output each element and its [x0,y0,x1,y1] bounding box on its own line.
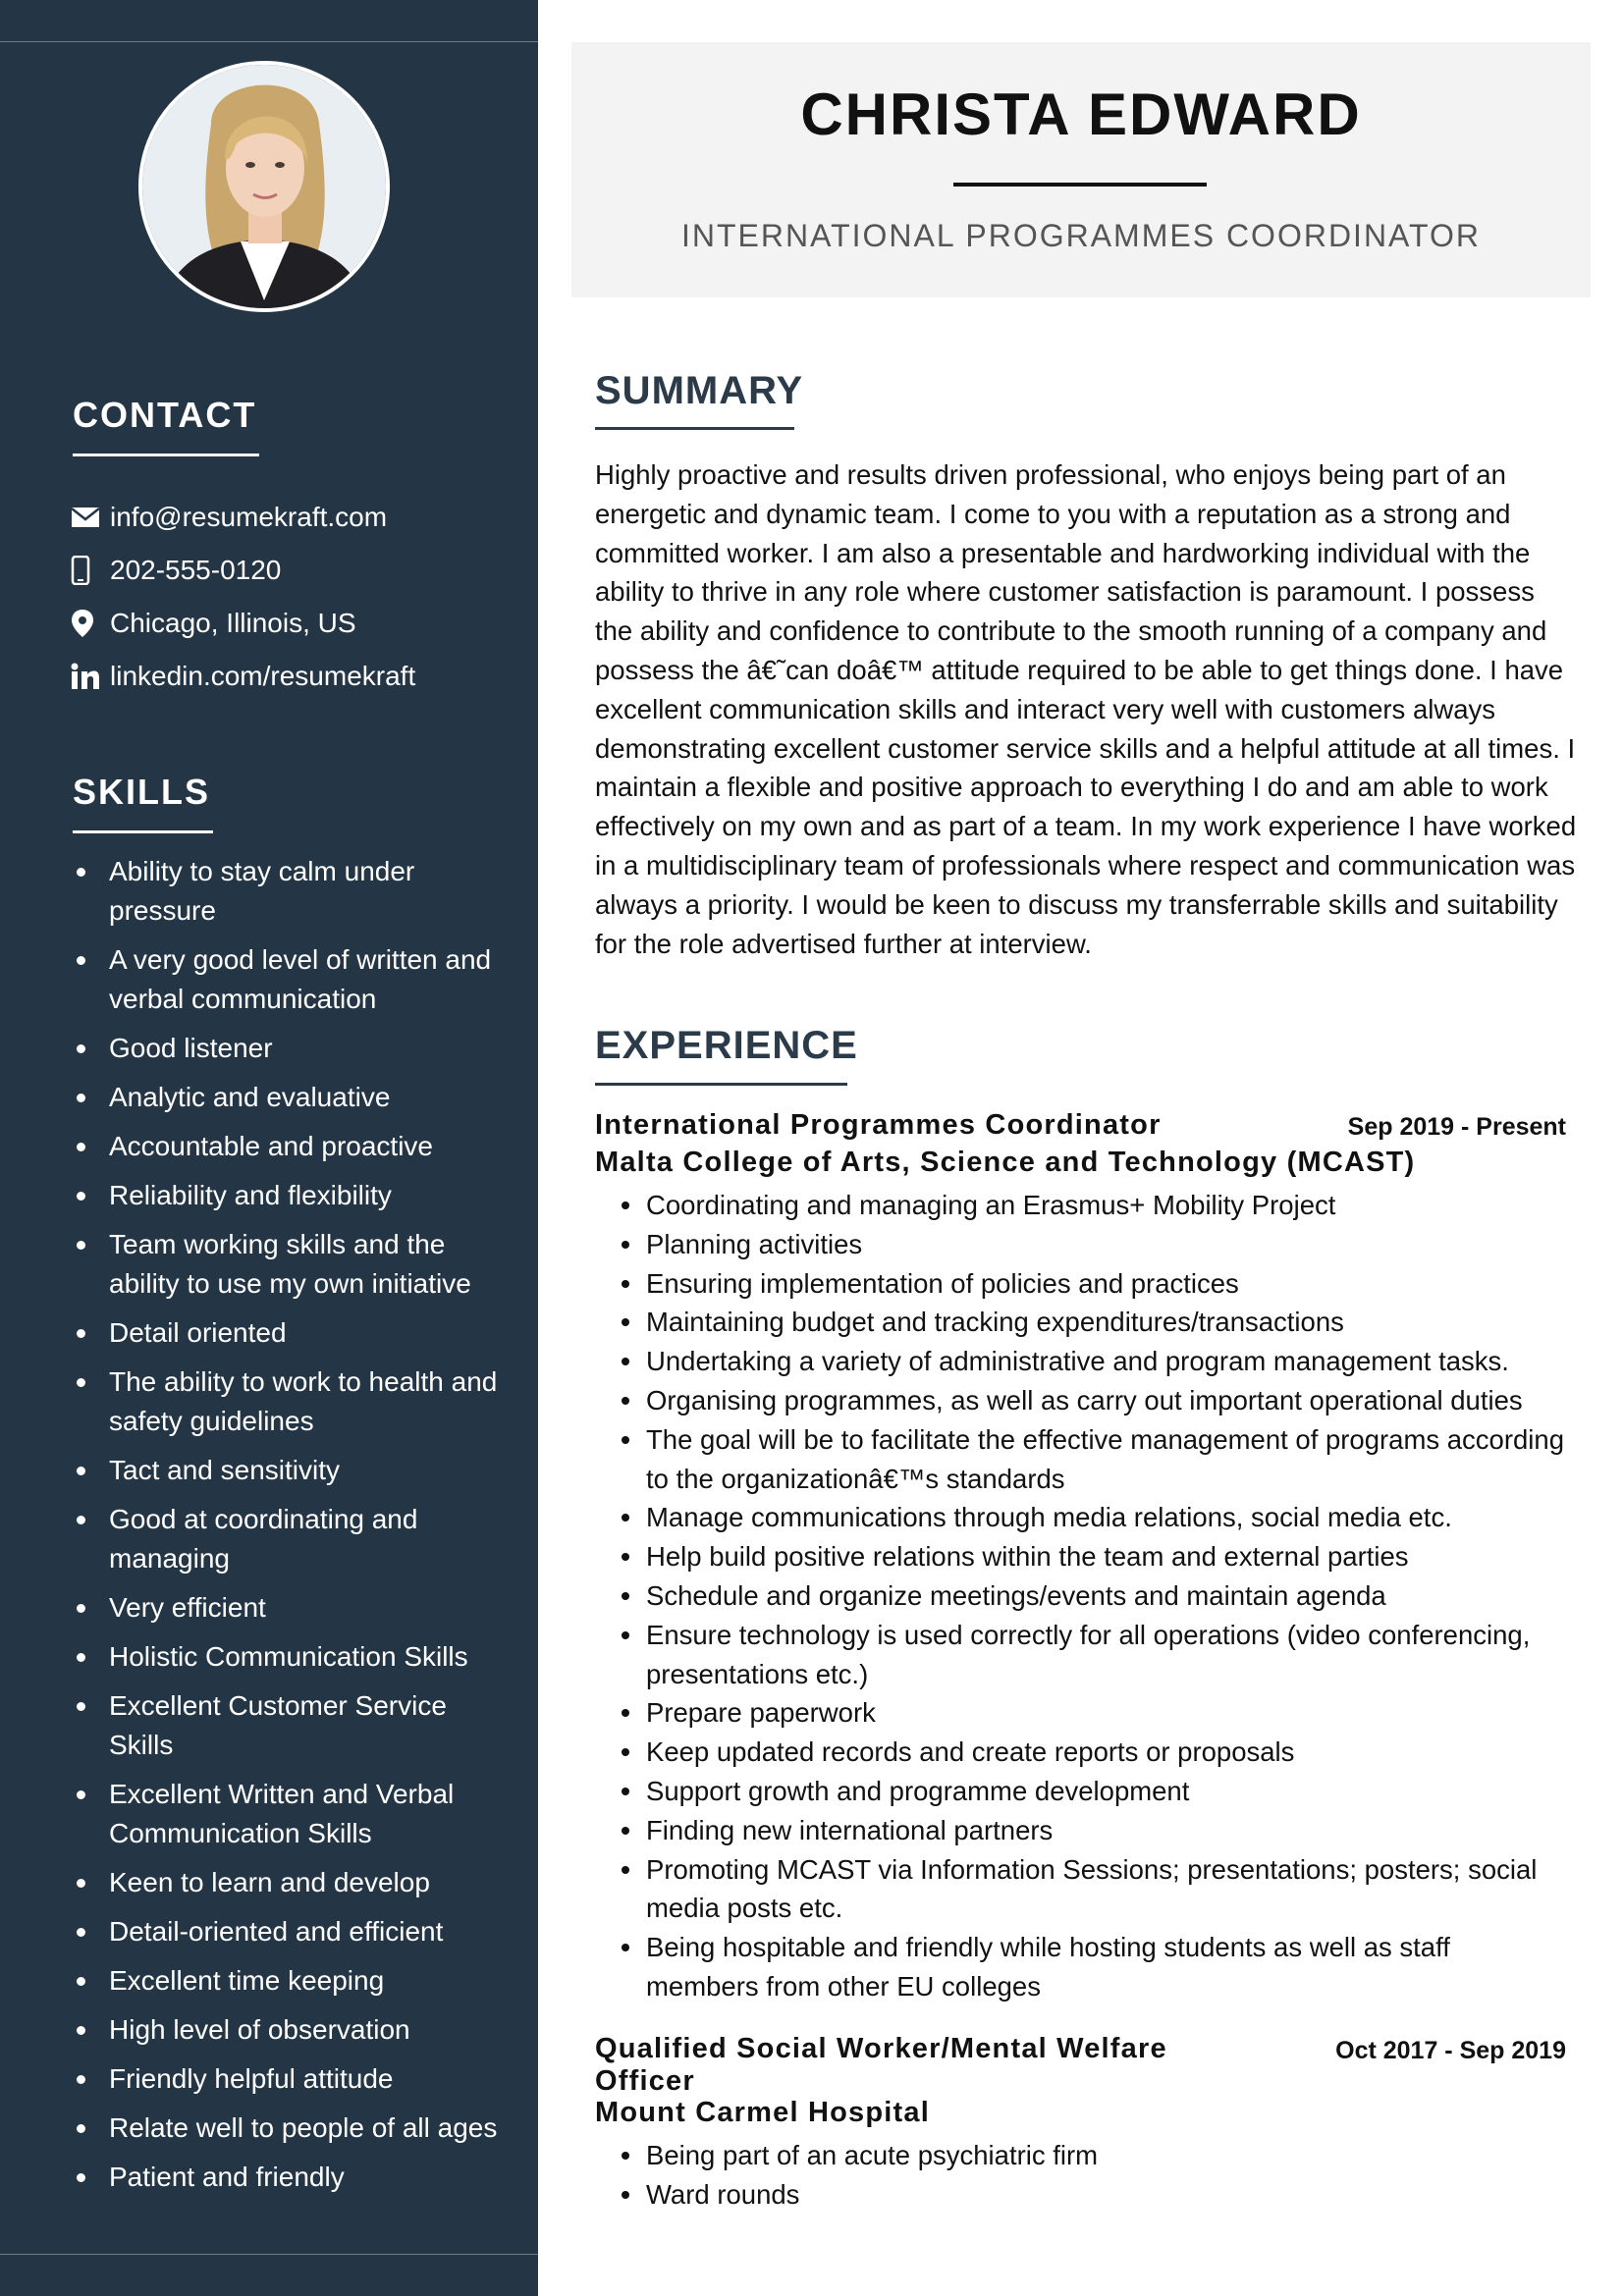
skill-item: Excellent Customer Service Skills [73,1686,505,1765]
duty-item: The goal will be to facilitate the effective management of programs according to the organizationâ€™s standards [599,1420,1566,1499]
contact-phone[interactable] [71,544,415,597]
job-title: International Programmes Coordinator [595,1109,1162,1141]
skill-item: Team working skills and the ability to use my own initiative [73,1225,505,1304]
job-company: Mount Carmel Hospital [595,2097,930,2128]
job-dates: Oct 2017 - Sep 2019 [1335,2037,1566,2064]
skill-item: Good listener [73,1029,505,1068]
duty-item: Organising programmes, as well as carry out important operational duties [599,1381,1566,1420]
candidate-role: INTERNATIONAL PROGRAMMES COORDINATOR [681,218,1481,253]
duty-item: Being hospitable and friendly while hosting students as well as staff members from other EU colleges [599,1928,1566,2006]
linkedin-icon [71,663,110,690]
duty-item: Undertaking a variety of administrative and program management tasks. [599,1342,1566,1381]
skills-underline [73,830,213,833]
skill-item: Excellent time keeping [73,1961,505,2001]
contact-underline [73,454,259,456]
skill-item: Detail-oriented and efficient [73,1912,505,1951]
duty-item: Schedule and organize meetings/events and maintain agenda [599,1576,1566,1616]
job-dates: Sep 2019 - Present [1347,1113,1566,1141]
candidate-name: CHRISTA EDWARD [800,81,1362,147]
duty-item: Promoting MCAST via Information Sessions; presentations; posters; social media posts etc. [599,1850,1566,1929]
experience-heading: EXPERIENCE [595,1024,858,1067]
job-duties-list [599,1186,1566,2006]
contact-location [71,597,415,650]
skill-item: The ability to work to health and safety guidelines [73,1362,505,1441]
experience-underline [595,1083,847,1086]
name-underline [953,183,1207,187]
duty-item: Help build positive relations within the team and external parties [599,1537,1566,1576]
duty-item: Manage communications through media relations, social media etc. [599,1498,1566,1537]
contact-location-text: Chicago, Illinois, US [110,608,356,638]
contact-email-text: info@resumekraft.com [110,502,388,532]
duty-item: Ensuring implementation of policies and practices [599,1264,1566,1304]
contact-linkedin-text: linkedin.com/resumekraft [110,661,416,691]
contact-phone-text: 202-555-0120 [110,555,282,585]
skill-item: Relate well to people of all ages [73,2109,505,2148]
skill-item: Tact and sensitivity [73,1451,505,1490]
duty-item: Ensure technology is used correctly for all operations (video conferencing, presentations etc.) [599,1616,1566,1694]
skills-list [73,852,505,2207]
skill-item: Analytic and evaluative [73,1078,505,1117]
envelope-icon [71,507,110,528]
duty-item: Ward rounds [599,2175,1566,2215]
sidebar-top-divider [0,41,538,42]
skill-item: Holistic Communication Skills [73,1637,505,1677]
contact-heading: CONTACT [73,395,257,435]
skill-item: Detail oriented [73,1313,505,1353]
skill-item: Friendly helpful attitude [73,2059,505,2099]
skill-item: A very good level of written and verbal communication [73,940,505,1019]
contact-email[interactable] [71,491,415,544]
duty-item: Planning activities [599,1225,1566,1264]
job-company: Malta College of Arts, Science and Technology (MCAST) [595,1147,1416,1178]
duty-item: Finding new international partners [599,1811,1566,1850]
duty-item: Maintaining budget and tracking expenditures/transactions [599,1303,1566,1342]
skill-item: Ability to stay calm under pressure [73,852,505,931]
contact-list [71,491,415,703]
contact-linkedin[interactable] [71,650,415,703]
duty-item: Being part of an acute psychiatric firm [599,2136,1566,2175]
job-title: Qualified Social Worker/Mental Welfare Officer [595,2033,1167,2097]
profile-photo [138,61,390,312]
skill-item: Keen to learn and develop [73,1863,505,1902]
summary-underline [595,427,794,430]
summary-heading: SUMMARY [595,369,804,412]
skill-item: Very efficient [73,1588,505,1628]
duty-item: Support growth and programme development [599,1772,1566,1811]
sidebar-bottom-divider [0,2254,538,2255]
phone-icon [71,556,110,585]
job-duties-list [599,2136,1566,2215]
skill-item: Reliability and flexibility [73,1176,505,1215]
skill-item: Good at coordinating and managing [73,1500,505,1578]
skills-heading: SKILLS [73,772,211,812]
location-pin-icon [71,609,110,638]
skill-item: Patient and friendly [73,2158,505,2197]
skill-item: High level of observation [73,2010,505,2050]
sidebar [0,0,538,2296]
duty-item: Prepare paperwork [599,1693,1566,1733]
summary-text: Highly proactive and results driven professional, who enjoys being part of an energetic and dynamic team. I come to you with a reputation as a strong and committed worker. I am also a presentable and hardworking individual with the ability to thrive in any role where customer satisfaction is paramount. I possess the ability and confidence to contribute to the smooth running of a company and possess the â€˜can doâ€™ attitude required to be able to get things done. I have excellent communication skills and interact very well with customers always demonstrating excellent customer service skills and a helpful attitude at all times. I maintain a flexible and positive approach to everything I do and am able to work effectively on my own and as part of a team. In my work experience I have worked in a multidisciplinary team of professionals where respect and communication was always a priority. I would be keen to discuss my transferrable skills and suitability for the role advertised further at interview. [595,459,1577,959]
duty-item: Coordinating and managing an Erasmus+ Mobility Project [599,1186,1566,1225]
skill-item: Accountable and proactive [73,1127,505,1166]
duty-item: Keep updated records and create reports or proposals [599,1733,1566,1772]
skill-item: Excellent Written and Verbal Communication Skills [73,1775,505,1853]
portrait-illustration [142,65,386,308]
